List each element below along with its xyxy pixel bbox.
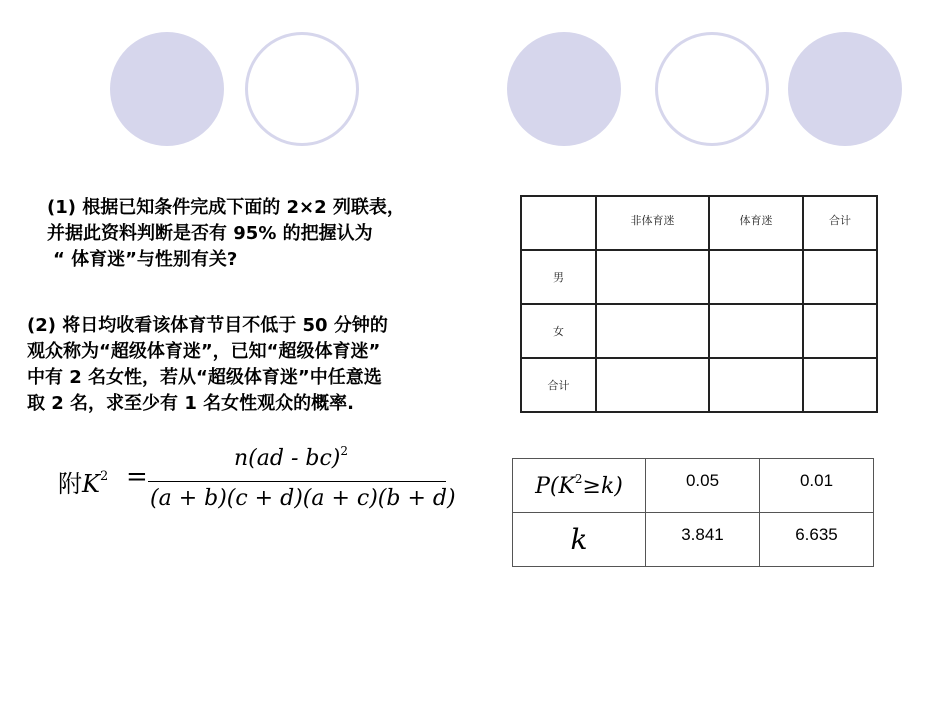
table-row — [521, 196, 877, 250]
decor-circle-3 — [507, 32, 621, 146]
row-label-male: 男 — [521, 250, 596, 304]
table-row — [513, 459, 874, 513]
row-label-total: 合计 — [521, 358, 596, 412]
formula-var: K — [82, 470, 100, 498]
table-cell — [803, 304, 877, 358]
header-total: 合计 — [803, 196, 877, 250]
table-row — [521, 358, 877, 412]
k-label: k — [513, 513, 646, 567]
formula-exp: 2 — [99, 469, 109, 484]
question-2-line: 取 2 名，求至少有 1 名女性观众的概率. — [27, 393, 354, 414]
table-cell — [596, 358, 709, 412]
contingency-table — [520, 195, 878, 413]
k-value: 3.841 — [646, 513, 760, 567]
p-label-exp: 2 — [574, 472, 583, 486]
k-squared-formula — [58, 440, 458, 520]
formula-lhs — [58, 464, 108, 499]
question-2-line: 中有 2 名女性，若从“超级体育迷”中任意选 — [27, 367, 382, 388]
decor-circle-5 — [788, 32, 902, 146]
fraction-bar — [148, 481, 446, 482]
p-value: 0.01 — [760, 459, 874, 513]
formula-equals: = — [126, 462, 148, 492]
table-cell — [596, 250, 709, 304]
table-cell — [709, 358, 803, 412]
question-2-line: 观众称为“超级体育迷”，已知“超级体育迷” — [27, 341, 381, 362]
critical-value-table — [512, 458, 874, 567]
header-non-fan: 非体育迷 — [596, 196, 709, 250]
decor-circle-1 — [110, 32, 224, 146]
formula-numerator — [234, 444, 348, 471]
table-cell — [521, 196, 596, 250]
formula-numerator-exp: 2 — [340, 444, 348, 458]
question-1 — [47, 195, 405, 273]
question-1-line: 并据此资料判断是否有 95% 的把握认为 — [47, 223, 373, 244]
formula-prefix: 附 — [58, 470, 82, 498]
question-2 — [27, 313, 388, 417]
table-cell — [709, 304, 803, 358]
table-cell — [803, 250, 877, 304]
p-value: 0.05 — [646, 459, 760, 513]
header-fan: 体育迷 — [709, 196, 803, 250]
table-cell — [709, 250, 803, 304]
decor-circle-2 — [245, 32, 359, 146]
decor-circle-4 — [655, 32, 769, 146]
row-label-female: 女 — [521, 304, 596, 358]
p-label — [513, 459, 646, 513]
formula-numerator-text: n(ad - bc) — [234, 446, 341, 471]
p-label-a: P(K — [535, 474, 575, 499]
question-1-line: (1) 根据已知条件完成下面的 2×2 列联表， — [47, 197, 405, 218]
question-2-line: (2) 将日均收看该体育节目不低于 50 分钟的 — [27, 315, 388, 336]
question-1-line: “ 体育迷”与性别有关? — [53, 249, 238, 270]
table-row — [521, 250, 877, 304]
table-cell — [596, 304, 709, 358]
table-row — [521, 304, 877, 358]
table-cell — [803, 358, 877, 412]
formula-denominator: (a + b)(c + d)(a + c)(b + d) — [150, 486, 456, 511]
p-label-b: ≥k) — [582, 474, 623, 499]
k-value: 6.635 — [760, 513, 874, 567]
table-row — [513, 513, 874, 567]
